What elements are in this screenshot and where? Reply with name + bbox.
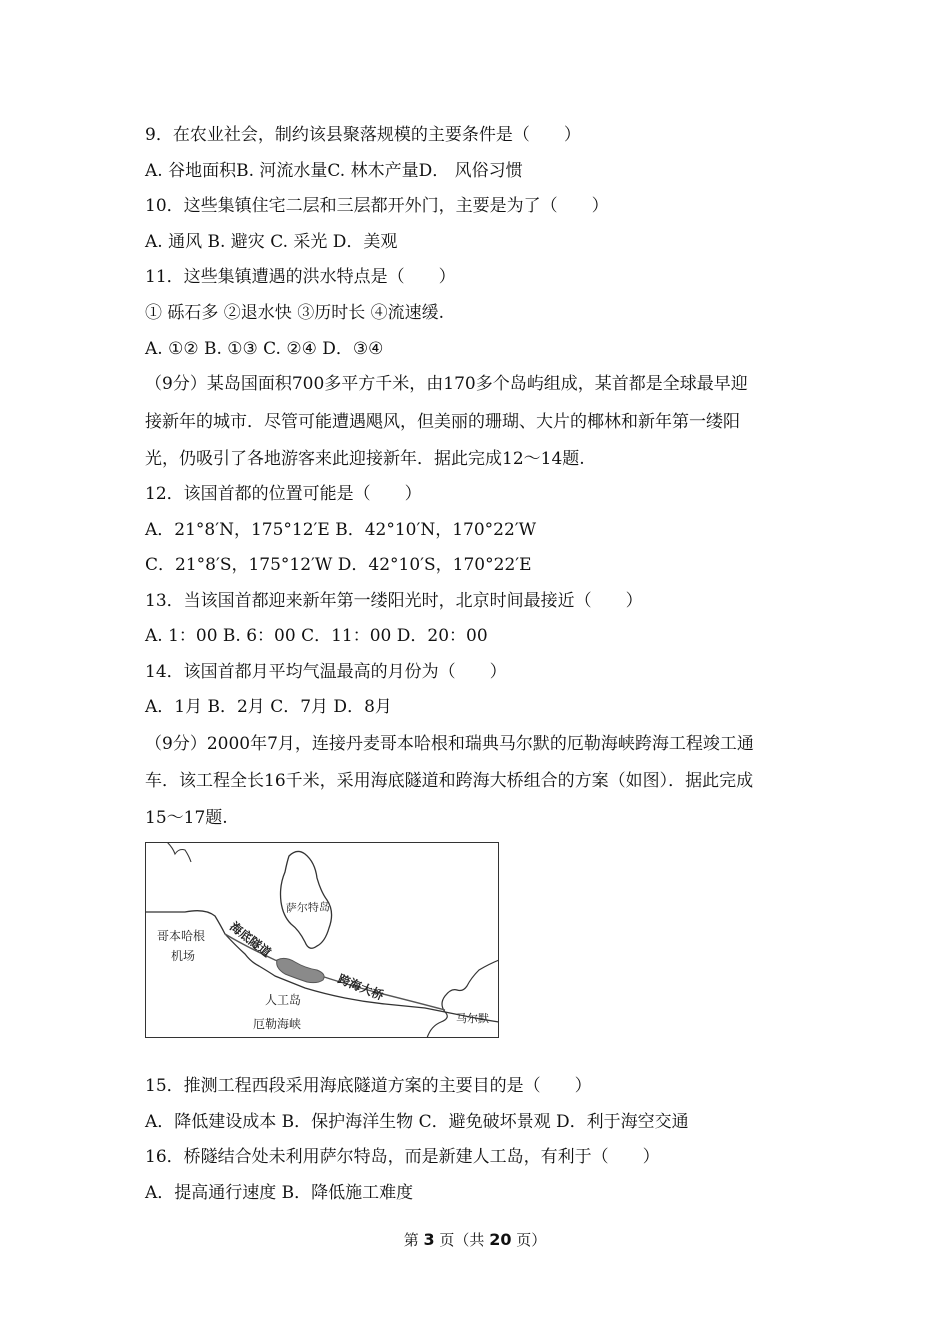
question-12: 12．该国首都的位置可能是（ ） [145, 484, 422, 504]
question-13: 13．当该国首都迎来新年第一缕阳光时，北京时间最接近（ ） [145, 591, 643, 611]
footer-middle: 页（共 [434, 1231, 490, 1249]
footer-page-number: 3 [423, 1230, 435, 1249]
map-figure [145, 842, 499, 1038]
passage-3-line-3: 15～17题. [145, 808, 228, 828]
label-tunnel: 海底隧道 [227, 919, 274, 960]
footer-prefix: 第 [403, 1231, 424, 1249]
question-12-options-cd: C．21°8′S，175°12′W D．42°10′S，170°22′E [145, 555, 532, 575]
footer-suffix: 页） [511, 1231, 547, 1249]
question-12-options-ab: A．21°8′N，175°12′E B．42°10′N，170°22′W [145, 520, 537, 540]
passage-2-line-3: 光，仍吸引了各地游客来此迎接新年．据此完成12～14题. [145, 449, 585, 469]
question-14-options: A．1月 B．2月 C．7月 D．8月 [145, 697, 392, 717]
label-artificial-island: 人工岛 [265, 993, 302, 1007]
label-bridge: 跨海大桥 [335, 971, 386, 1003]
label-oresund: 厄勒海峡 [253, 1017, 302, 1031]
page-footer [0, 1230, 950, 1250]
passage-3-line-1: （9分）2000年7月，连接丹麦哥本哈根和瑞典马尔默的厄勒海峡跨海工程竣工通 [145, 734, 754, 754]
passage-2-line-2: 接新年的城市．尽管可能遭遇飓风，但美丽的珊瑚、大片的椰林和新年第一缕阳 [145, 412, 740, 432]
oresund-map [145, 842, 499, 1038]
label-airport: 机场 [171, 949, 196, 963]
question-11: 11．这些集镇遭遇的洪水特点是（ ） [145, 267, 456, 287]
question-10: 10．这些集镇住宅二层和三层都开外门，主要是为了（ ） [145, 196, 609, 216]
question-13-options: A. 1：00 B. 6：00 C．11：00 D．20：00 [145, 626, 488, 646]
question-10-options: A. 通风 B. 避灾 C. 采光 D．美观 [145, 232, 398, 252]
question-16-options: A．提高通行速度 B．降低施工难度 [145, 1183, 414, 1203]
question-9-options: A. 谷地面积B. 河流水量C. 林木产量D． 风俗习惯 [145, 161, 523, 181]
question-15: 15．推测工程西段采用海底隧道方案的主要目的是（ ） [145, 1076, 592, 1096]
passage-3-line-2: 车．该工程全长16千米，采用海底隧道和跨海大桥组合的方案（如图）．据此完成 [145, 771, 754, 791]
question-14: 14．该国首都月平均气温最高的月份为（ ） [145, 662, 507, 682]
label-saltholm: 萨尔特岛 [285, 900, 331, 915]
question-11-statements: ① 砾石多 ②退水快 ③历时长 ④流速缓. [145, 303, 445, 323]
question-16: 16．桥隧结合处未利用萨尔特岛，而是新建人工岛，有利于（ ） [145, 1147, 660, 1167]
question-9: 9．在农业社会，制约该县聚落规模的主要条件是（ ） [145, 125, 581, 145]
question-11-options: A. ①② B. ①③ C. ②④ D．③④ [145, 339, 384, 359]
footer-total-pages: 20 [489, 1230, 512, 1249]
label-malmo: 马尔默 [456, 1012, 489, 1025]
passage-2-line-1: （9分）某岛国面积700多平方千米，由170多个岛屿组成，某首都是全球最早迎 [145, 374, 748, 394]
question-15-options: A．降低建设成本 B．保护海洋生物 C．避免破坏景观 D．利于海空交通 [145, 1112, 689, 1132]
label-copenhagen: 哥本哈根 [157, 929, 206, 943]
